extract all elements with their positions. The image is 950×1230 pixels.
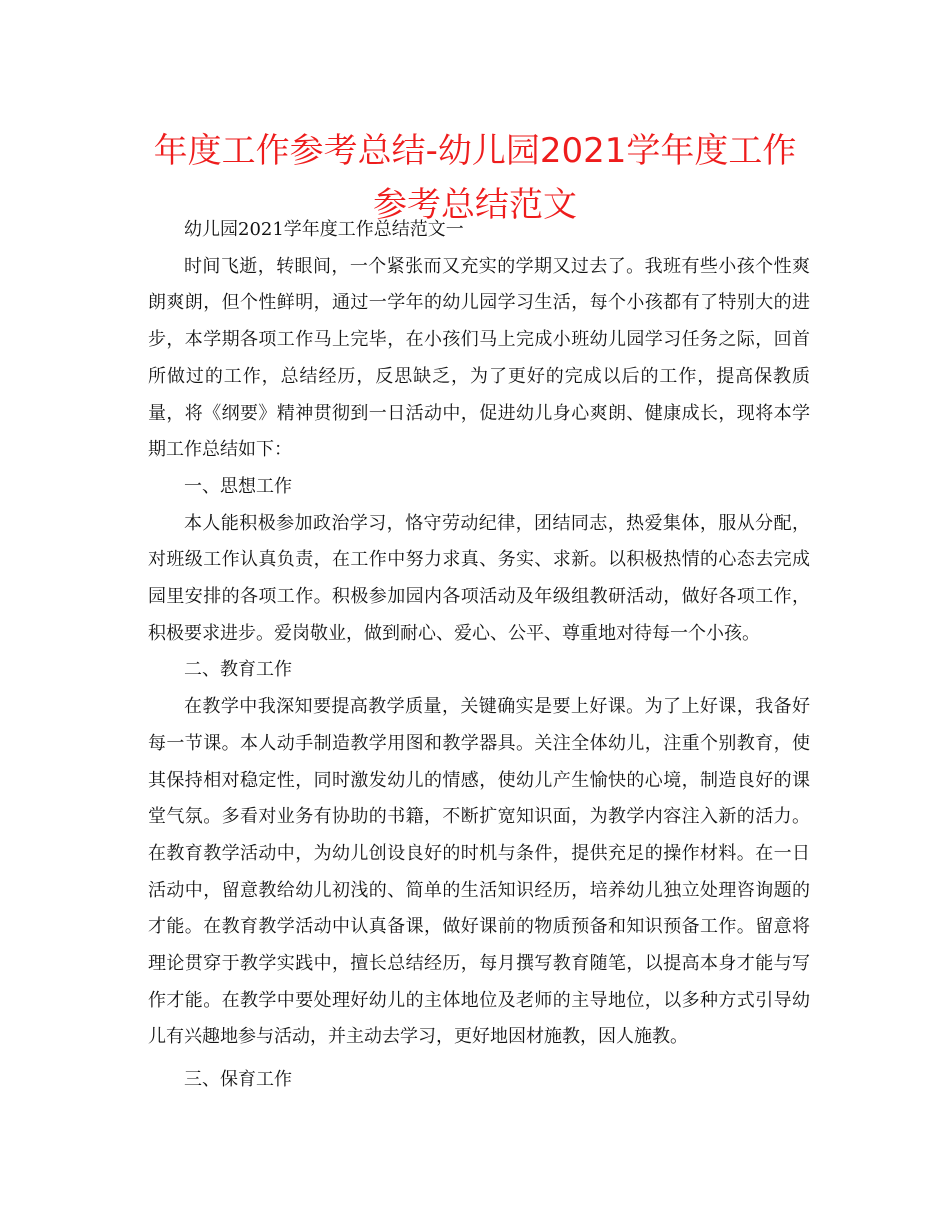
- document-title: 年度工作参考总结-幼儿园2021学年度工作参考总结范文: [153, 131, 797, 225]
- section-heading-care: 三、保育工作: [184, 1069, 292, 1091]
- section-heading-education: 二、教育工作: [184, 659, 292, 681]
- paragraph-intro: 时间飞逝，转眼间，一个紧张而又充实的学期又过去了。我班有些小孩个性爽朗爽朗，但个性鲜明，通过一学年的幼儿园学习生活，每个小孩都有了特别大的进步，本学期各项工作马上完毕，在小孩们马上完成小班幼儿园学习任务之际，回首所做过的工作，总结经历，反思缺乏，为了更好的完成以后的工作，提高保教质量，将《纲要》精神贯彻到一日活动中，促进幼儿身心爽朗、健康成长，现将本学期工作总结如下：: [148, 255, 810, 461]
- document-body: [148, 212, 810, 1099]
- section-heading-thought: 一、思想工作: [184, 475, 292, 497]
- paragraph-education: 在教学中我深知要提高教学质量，关键确实是要上好课。为了上好课，我备好每一节课。本人动手制造教学用图和教学器具。关注全体幼儿，注重个别教育，使其保持相对稳定性，同时激发幼儿的情感，使幼儿产生愉快的心境，制造良好的课堂气氛。多看对业务有协助的书籍，不断扩宽知识面，为教学内容注入新的活力。在教育教学活动中，为幼儿创设良好的时机与条件，提供充足的操作材料。在一日活动中，留意教给幼儿初浅的、简单的生活知识经历，培养幼儿独立处理咨询题的才能。在教育教学活动中认真备课，做好课前的物质预备和知识预备工作。留意将理论贯穿于教学实践中，擅长总结经历，每月撰写教育随笔，以提高本身才能与写作才能。在教学中要处理好幼儿的主体地位及老师的主导地位，以多种方式引导幼儿有兴趣地参与活动，并主动去学习，更好地因材施教，因人施教。: [148, 696, 810, 1048]
- paragraph-subtitle: 幼儿园2021学年度工作总结范文一: [184, 219, 464, 240]
- paragraph-thought: 本人能积极参加政治学习，恪守劳动纪律，团结同志，热爱集体，服从分配，对班级工作认真负责，在工作中努力求真、务实、求新。以积极热情的心态去完成园里安排的各项工作。积极参加园内各项活动及年级组教研活动，做好各项工作，积极要求进步。爱岗敬业，做到耐心、爱心、公平、尊重地对待每一个小孩。: [148, 512, 810, 644]
